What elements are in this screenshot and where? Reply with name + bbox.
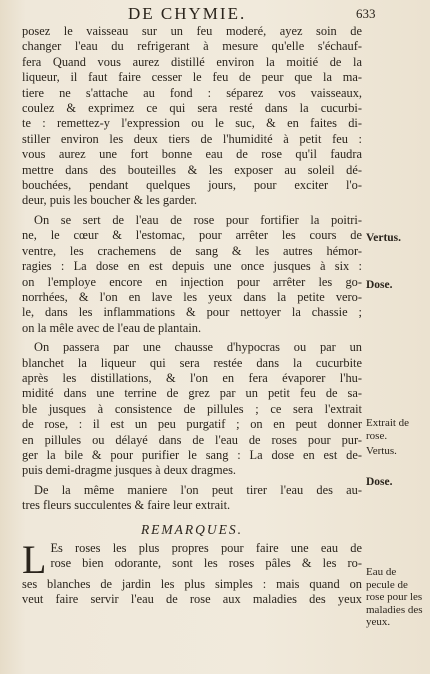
text-line: deur, puis les boucher & les garder. <box>22 193 197 208</box>
paragraph-vertus-eau <box>22 213 362 336</box>
text-line: ses blanches de jardin les plus simples : mais quand on <box>22 577 362 591</box>
text-line: on la mêle avec de l'eau de plantain. <box>22 320 202 335</box>
text-line: norrhées, & l'on en lave les yeux dans la petite vero- <box>22 289 362 304</box>
paragraph-remarques <box>22 537 362 608</box>
text-line: tres fleurs succulentes & faire leur extrait. <box>22 498 231 513</box>
text-line: rose bien odorante, sont les roses pâles & les ro- <box>50 556 362 571</box>
paragraph-autres-fleurs <box>22 483 362 514</box>
text-line: ble jusques à consistence de pillules ; ce sera l'extrait <box>22 401 362 416</box>
text-line: Es roses les plus propres pour faire une eau de <box>50 541 362 555</box>
text-line: te : remettez-y l'expression ou le suc, & en faites di- <box>22 116 362 131</box>
margin-note-eau-pecule: Eau de pecule de rose pour les maladies des yeux. <box>366 566 423 628</box>
margin-note-dose: Dose. <box>366 279 393 291</box>
page-number: 633 <box>356 6 376 21</box>
margin-note-extrait: Extrait de rose. <box>366 417 410 442</box>
text-line: bouchées, pendant quelques jours, pour exciter l'o- <box>22 178 362 193</box>
text-line: on l'employe encore en injection pour arrêter les go- <box>22 274 362 289</box>
text-line: fera Quand vous aurez distillé environ la moitié de la <box>22 54 362 69</box>
running-title: DE CHYMIE. <box>128 4 247 23</box>
drop-cap: L <box>22 537 47 582</box>
text-line: coulez & exprimez ce qui sera resté dans la cucurbi- <box>22 101 362 116</box>
text-line: mettre dans des bouteilles & les exposer au soleil dé- <box>22 162 362 177</box>
text-line: veut faire servir l'eau de rose aux maladies des yeux <box>22 592 362 607</box>
main-text-column <box>22 24 362 608</box>
text-line: blanchet la liqueur qui sera restée dans la cucurbite <box>22 355 362 370</box>
text-line: ne, le cœur & l'estomac, pour arrêter les cours de <box>22 228 362 243</box>
text-line: ger la bile & pour purifier le sang : La dose en est de- <box>22 447 362 462</box>
text-line: en pillules ou délayé dans de l'eau de roses pour pur- <box>22 432 362 447</box>
margin-note-vertus: Vertus. <box>366 232 402 244</box>
text-line: ragies : La dose en est depuis une once jusques à six : <box>22 259 362 274</box>
text-line: tiere ne s'attache au fond : séparez vos vaisseaux, <box>22 85 362 100</box>
text-line: stiller environ les deux tiers de l'humidité à petit feu : <box>22 131 362 146</box>
page-header <box>0 4 430 24</box>
paragraph-distillation <box>22 24 362 209</box>
text-line: midité dans une terrine de grez par un petit feu de sa- <box>22 386 362 401</box>
margin-note-dose-2: Dose. <box>366 476 393 488</box>
margin-note-vertus-2: Vertus. <box>366 445 397 457</box>
text-line: vous aurez une fort bonne eau de rose qu'il faudra <box>22 147 362 162</box>
text-line: liqueur, il faut faire cesser le feu de peur que la ma- <box>22 70 362 85</box>
text-line: le, dans les inflammations & pour nettoyer la chassie ; <box>22 305 362 320</box>
text-line: De la même maniere l'on peut tirer l'eau des au- <box>34 482 362 497</box>
text-line: On se sert de l'eau de rose pour fortifier la poitri- <box>34 212 362 227</box>
text-line: On passera par une chausse d'hypocras ou par un <box>34 340 362 355</box>
paragraph-extrait <box>22 340 362 479</box>
text-line: puis demi-dragme jusques à deux dragmes. <box>22 463 237 478</box>
text-line: changer l'eau du refrigerant à mesure qu'elle s'échauf- <box>22 39 362 54</box>
text-line: après les distillations, & l'on en fera évaporer l'hu- <box>22 370 362 385</box>
text-line: de rose, : il est un peu purgatif ; on en peut donner <box>22 417 362 432</box>
remarques-heading: REMARQUES. <box>140 521 244 537</box>
text-line: ventre, les crachemens de sang & les autres hémor- <box>22 243 362 258</box>
text-line: posez le vaisseau sur un feu moderé, ayez soin de <box>22 24 362 38</box>
